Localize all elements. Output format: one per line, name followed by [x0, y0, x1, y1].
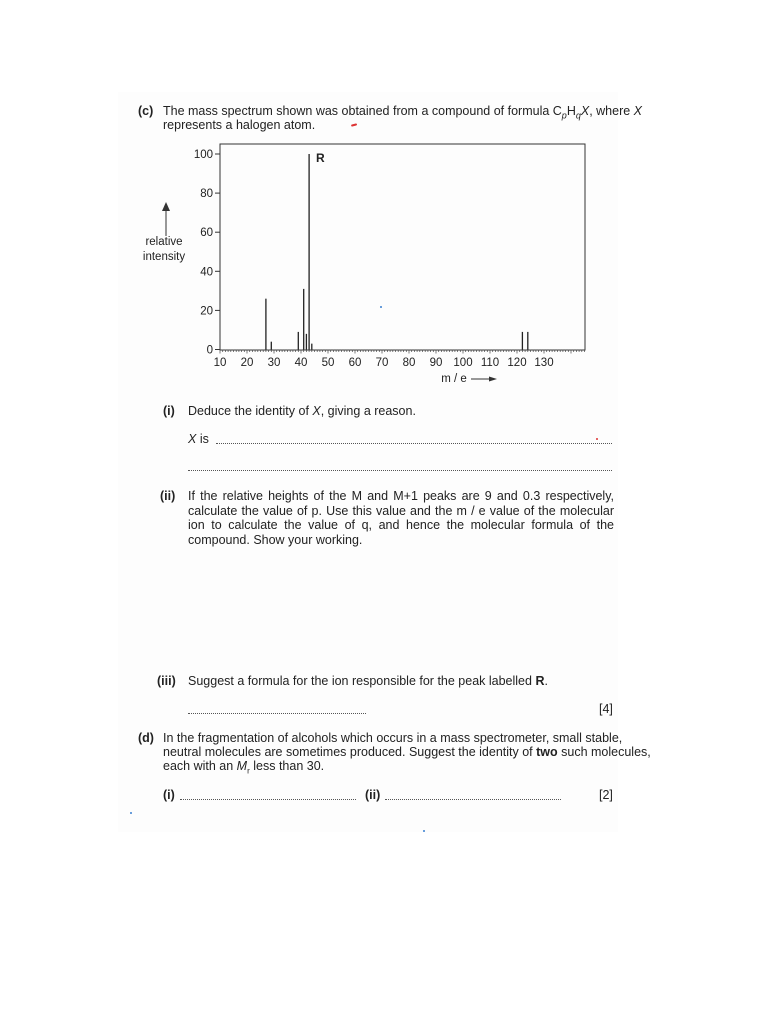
y-arrow-head [162, 202, 170, 211]
marks-2: [2] [599, 788, 613, 802]
part-i-prompt: Deduce the identity of X, giving a reason. [188, 404, 416, 418]
part-d-line1: In the fragmentation of alcohols which occurs in a mass spectrometer, small stable, [163, 731, 623, 745]
answer-line-iii[interactable] [188, 713, 366, 714]
blue-speck-bottom [423, 830, 425, 832]
x-tick-label: 130 [534, 357, 554, 369]
marks-4: [4] [599, 702, 613, 716]
x-tick-label: 50 [321, 357, 335, 369]
x-tick-label: 100 [453, 357, 473, 369]
blue-speck [380, 306, 382, 308]
x-tick-label: 60 [348, 357, 362, 369]
y-tick-label: 0 [206, 344, 213, 357]
x-tick-label: 70 [375, 357, 389, 369]
part-i-answer-prefix: X is [188, 432, 209, 446]
y-label-line1: relative [145, 236, 183, 248]
part-d-label: (d) [138, 731, 154, 745]
x-tick-label: 90 [429, 357, 443, 369]
answer-line-d-ii[interactable] [385, 799, 561, 800]
x-tick-label: 20 [240, 357, 254, 369]
answer-line-i-2[interactable] [188, 470, 612, 471]
answer-line-d-i[interactable] [180, 799, 356, 800]
y-tick-label: 40 [200, 266, 213, 279]
part-d-line3: each with an $M_r$ less than 30. [163, 759, 325, 776]
y-tick-label: 80 [200, 188, 213, 201]
part-iii-label: (iii) [157, 674, 176, 688]
x-arrow-head [489, 377, 497, 382]
part-iii-prompt: Suggest a formula for the ion responsible for the peak labelled R. [188, 674, 548, 688]
part-c-label: (c) [138, 104, 154, 118]
x-tick-label: 120 [507, 357, 527, 369]
part-c-intro: The mass spectrum shown was obtained from a compound of formula $C_pH_qX$, where X [163, 104, 643, 121]
x-tick-label: 80 [402, 357, 416, 369]
x-axis-label: m / e [441, 373, 467, 385]
part-ii-label: (ii) [160, 489, 176, 503]
y-tick-label: 100 [193, 149, 213, 161]
y-tick-label: 60 [200, 227, 213, 240]
part-c-intro-line2: represents a halogen atom. [163, 118, 316, 132]
red-speck [596, 438, 598, 440]
x-tick-label: 110 [480, 357, 500, 369]
x-tick-label: 40 [294, 357, 308, 369]
y-tick-label: 20 [200, 305, 213, 318]
y-label-line2: intensity [142, 251, 186, 263]
x-tick-label: 30 [267, 357, 281, 369]
part-d-sub-ii-label: (ii) [365, 788, 381, 802]
x-tick-label: 10 [213, 357, 227, 369]
blue-speck-left [130, 812, 132, 814]
part-ii-text: If the relative heights of the M and M+1 peaks are 9 and 0.3 respectively, calculate the value of p. Use this value and the m / e value of the molecular ion to calculate the value of q, and hence the molecular formula of the compound. Show your working. [188, 489, 614, 547]
part-d-line2: neutral molecules are sometimes produced. Suggest the identity of two such molecules, [163, 745, 651, 759]
answer-line-i-1[interactable] [216, 443, 612, 444]
chart-frame [220, 144, 585, 350]
part-d-sub-i-label: (i) [163, 788, 175, 802]
peak-label-r: R [316, 151, 325, 165]
part-i-label: (i) [163, 404, 175, 418]
